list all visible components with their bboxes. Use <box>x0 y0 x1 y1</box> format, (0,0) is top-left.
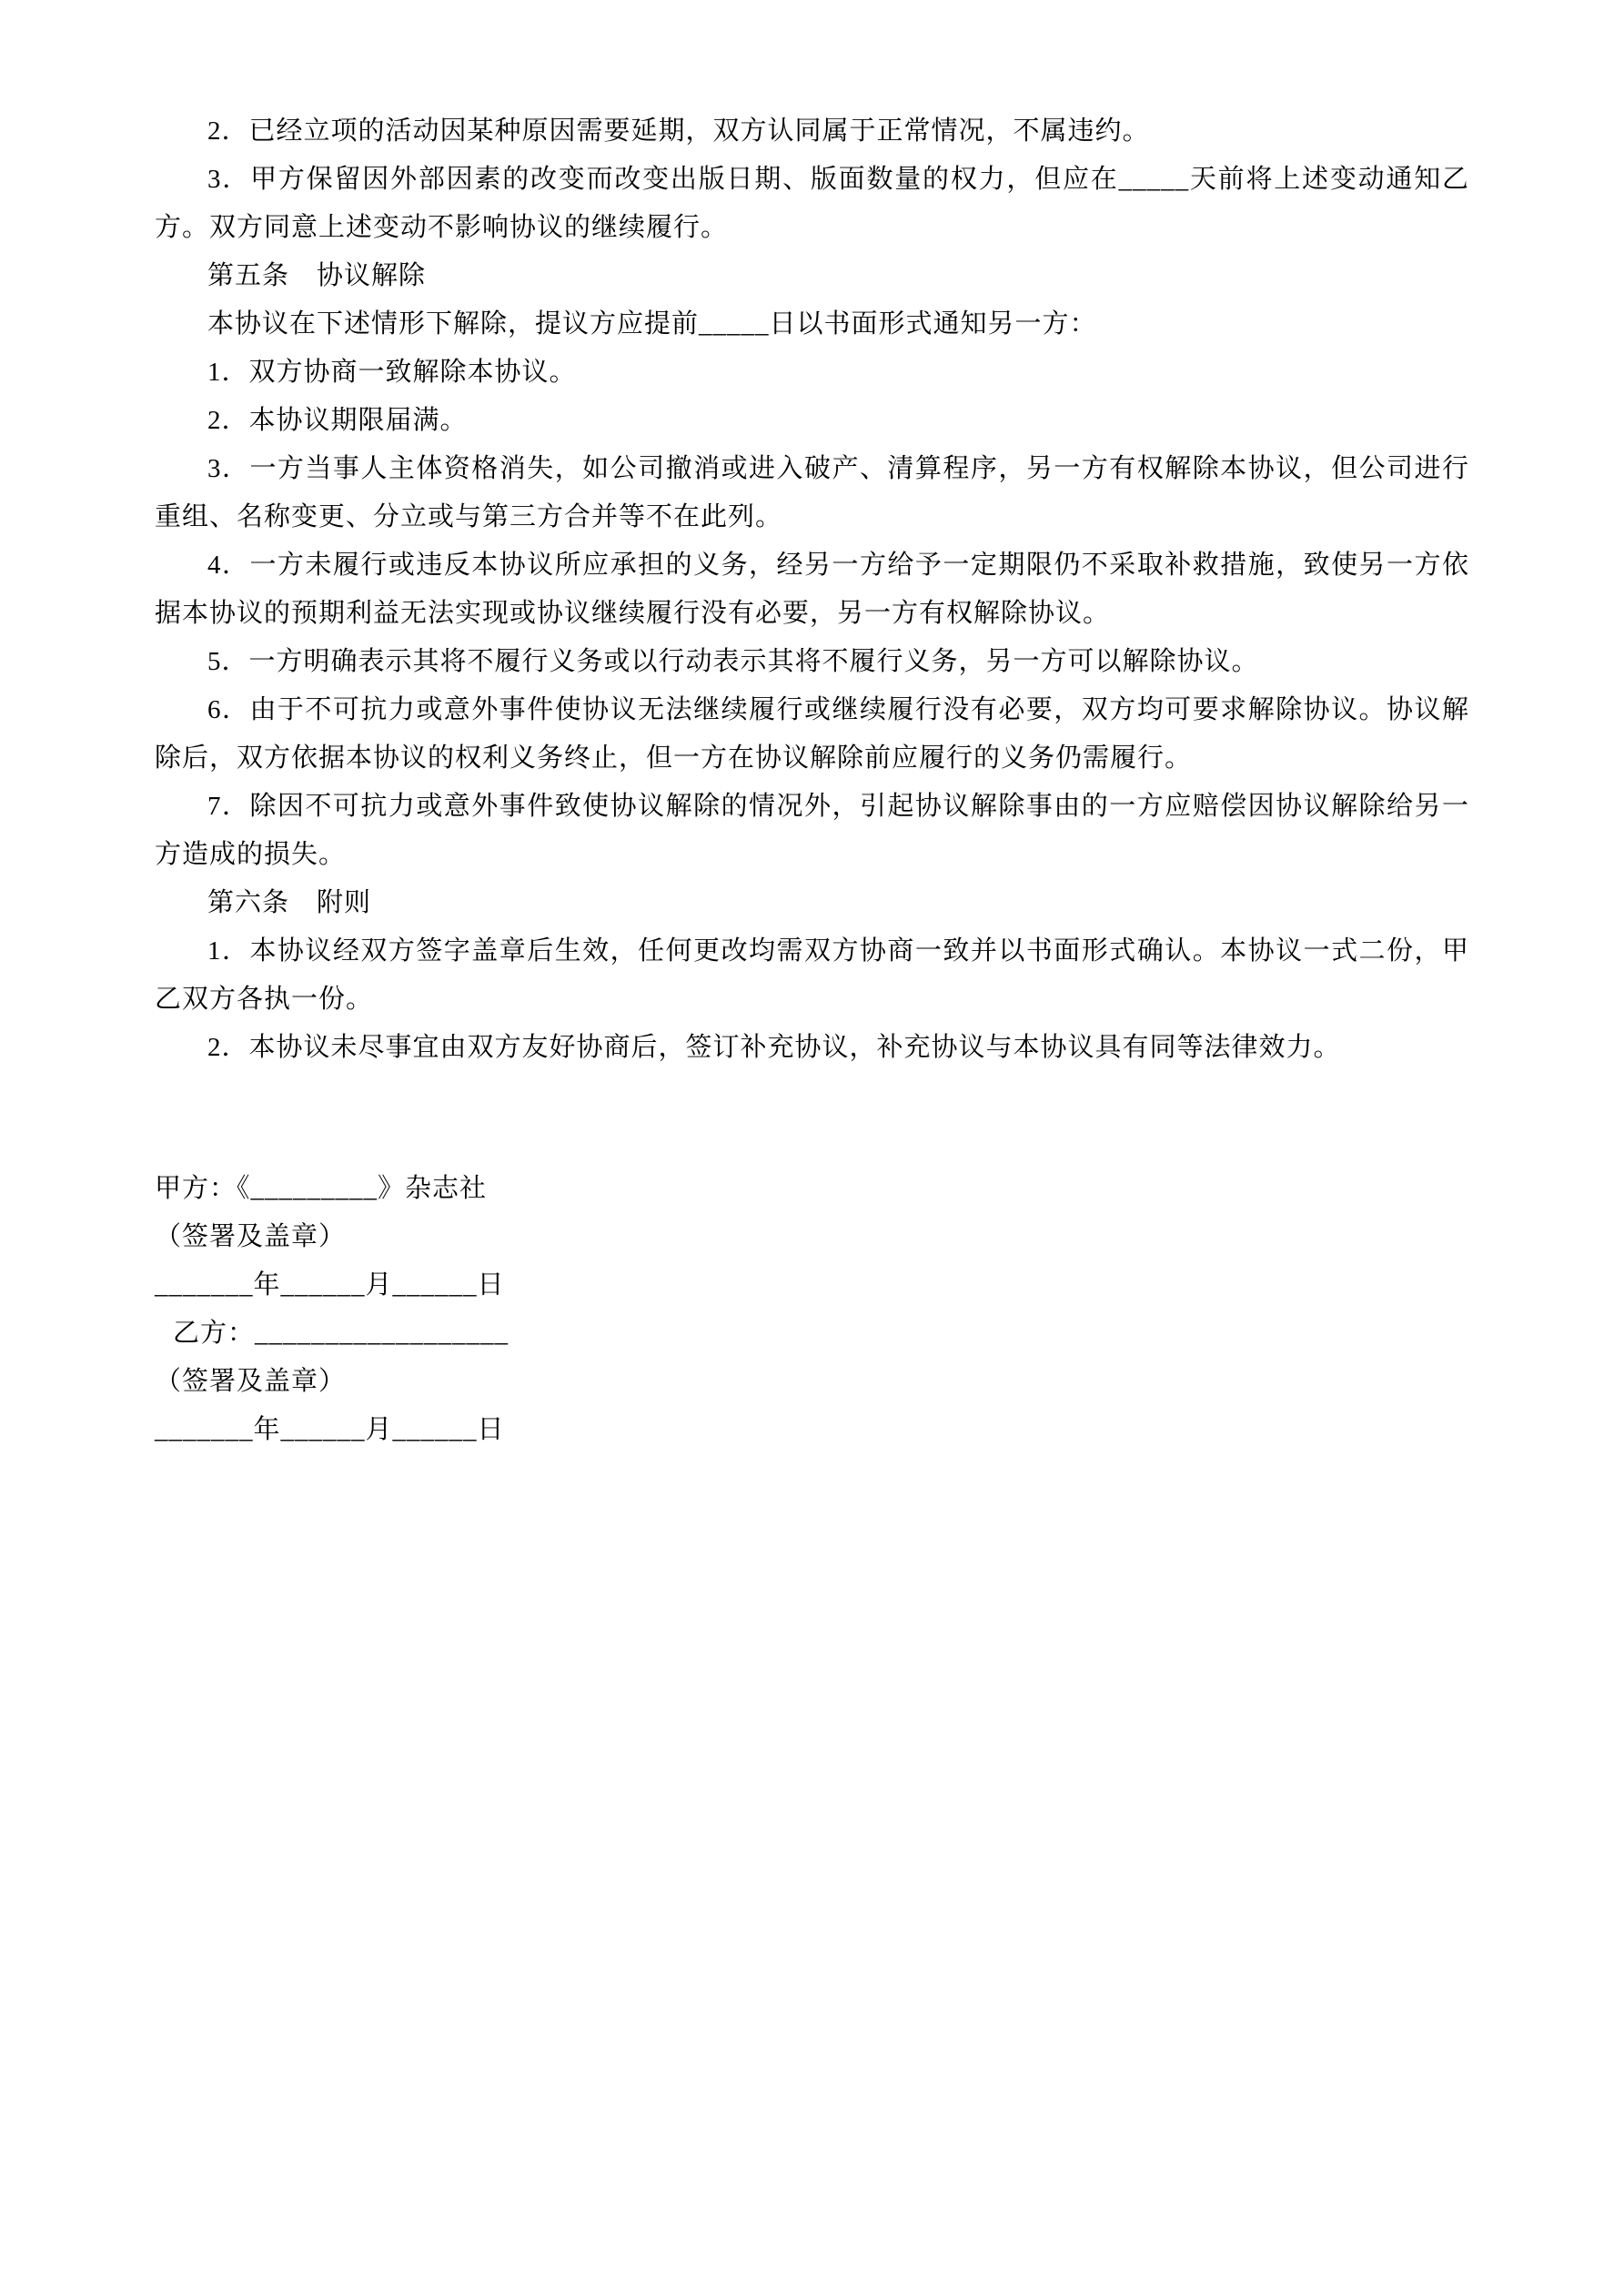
termination-item-1: 1．双方协商一致解除本协议。 <box>207 358 577 387</box>
appendix-item-2: 2．本协议未尽事宜由双方友好协商后，签订补充协议，补充协议与本协议具有同等法律效力。 <box>207 1033 1341 1062</box>
section-5-heading: 第五条 协议解除 <box>207 261 427 290</box>
contract-body <box>155 107 1469 1072</box>
termination-item-3: 3．一方当事人主体资格消失，如公司撤消或进入破产、清算程序，另一方有权解除本协议，但公司进行重组、名称变更、分立或与第三方合并等不在此列。 <box>155 454 1469 531</box>
signature-block <box>155 1165 1469 1454</box>
termination-item-6: 6．由于不可抗力或意外事件使协议无法继续履行或继续履行没有必要，双方均可要求解除协议。协议解除后，双方依据本协议的权利义务终止，但一方在协议解除前应履行的义务仍需履行。 <box>155 695 1469 773</box>
appendix-item-1: 1．本协议经双方签字盖章后生效，任何更改均需双方协商一致并以书面形式确认。本协议一式二份，甲乙双方各执一份。 <box>155 936 1469 1014</box>
termination-item-7: 7．除因不可抗力或意外事件致使协议解除的情况外，引起协议解除事由的一方应赔偿因协议解除给另一方造成的损失。 <box>155 792 1469 869</box>
termination-item-4: 4．一方未履行或违反本协议所应承担的义务，经另一方给予一定期限仍不采取补救措施，致使另一方依据本协议的预期利益无法实现或协议继续履行没有必要，另一方有权解除协议。 <box>155 551 1469 628</box>
clause-publication-change-paragraph: 3．甲方保留因外部因素的改变而改变出版日期、版面数量的权力，但应在_____天前将上述变动通知乙方。双方同意上述变动不影响协议的继续履行。 <box>155 165 1469 242</box>
section-5-intro-paragraph: 本协议在下述情形下解除，提议方应提前_____日以书面形式通知另一方： <box>207 309 1097 339</box>
termination-item-2: 2．本协议期限届满。 <box>207 406 468 435</box>
termination-item-5: 5．一方明确表示其将不履行义务或以行动表示其将不履行义务，另一方可以解除协议。 <box>207 647 1259 676</box>
party-b-seal-line: （签署及盖章） <box>155 1367 347 1396</box>
party-a-line: 甲方：《_________》杂志社 <box>155 1174 488 1203</box>
clause-delay-paragraph: 2．已经立项的活动因某种原因需要延期，双方认同属于正常情况，不属违约。 <box>207 116 1150 146</box>
party-a-seal-line: （签署及盖章） <box>155 1222 347 1251</box>
party-a-date-line: _______年______月______日 <box>155 1270 505 1300</box>
party-b-date-line: _______年______月______日 <box>155 1415 505 1444</box>
party-b-line: 乙方：__________________ <box>173 1319 509 1348</box>
section-6-heading: 第六条 附则 <box>207 888 372 917</box>
